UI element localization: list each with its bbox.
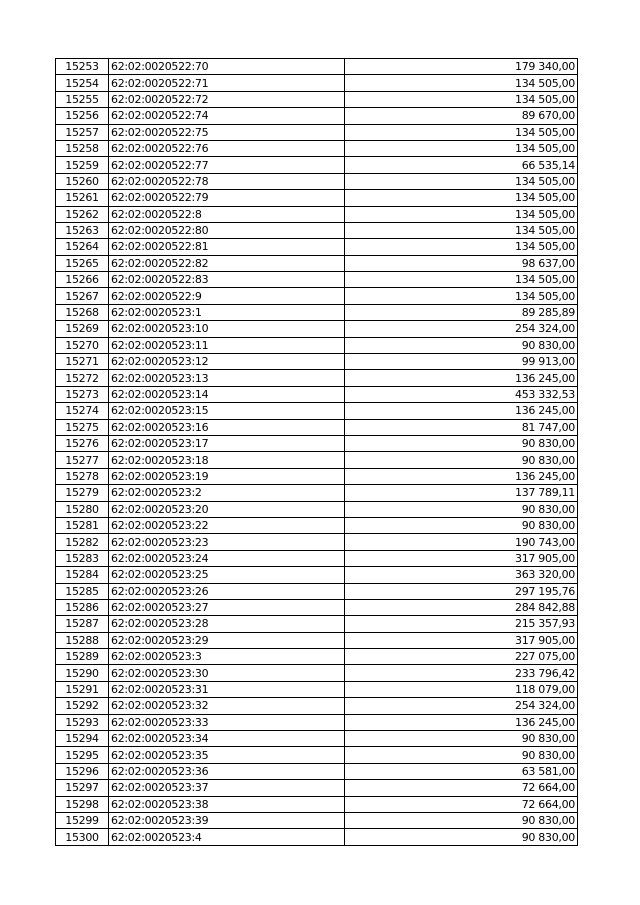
value-cell: 137 789,11 [345, 485, 578, 501]
table-row [56, 812, 578, 828]
table-row [56, 272, 578, 288]
row-number-cell: 15265 [56, 255, 109, 271]
row-number-cell: 15254 [56, 75, 109, 91]
cadastral-number-cell: 62:02:0020523:1 [109, 304, 345, 320]
table-row [56, 763, 578, 779]
cadastral-number-cell: 62:02:0020523:14 [109, 386, 345, 402]
cadastral-number-cell: 62:02:0020523:37 [109, 780, 345, 796]
table-row [56, 288, 578, 304]
table-row [56, 501, 578, 517]
row-number-cell: 15296 [56, 763, 109, 779]
row-number-cell: 15267 [56, 288, 109, 304]
value-cell: 134 505,00 [345, 75, 578, 91]
value-cell: 72 664,00 [345, 780, 578, 796]
row-number-cell: 15295 [56, 747, 109, 763]
row-number-cell: 15297 [56, 780, 109, 796]
table-row [56, 796, 578, 812]
value-cell: 90 830,00 [345, 747, 578, 763]
value-cell: 89 670,00 [345, 108, 578, 124]
cadastral-number-cell: 62:02:0020523:17 [109, 435, 345, 451]
cadastral-number-cell: 62:02:0020522:9 [109, 288, 345, 304]
row-number-cell: 15275 [56, 419, 109, 435]
value-cell: 179 340,00 [345, 59, 578, 75]
value-cell: 98 637,00 [345, 255, 578, 271]
cadastral-number-cell: 62:02:0020523:35 [109, 747, 345, 763]
value-cell: 118 079,00 [345, 681, 578, 697]
table-row [56, 255, 578, 271]
cadastral-number-cell: 62:02:0020523:12 [109, 354, 345, 370]
cadastral-number-cell: 62:02:0020523:16 [109, 419, 345, 435]
cadastral-number-cell: 62:02:0020522:78 [109, 173, 345, 189]
cadastral-number-cell: 62:02:0020523:18 [109, 452, 345, 468]
cadastral-number-cell: 62:02:0020523:29 [109, 632, 345, 648]
value-cell: 363 320,00 [345, 567, 578, 583]
cadastral-number-cell: 62:02:0020523:24 [109, 550, 345, 566]
cadastral-number-cell: 62:02:0020523:31 [109, 681, 345, 697]
row-number-cell: 15253 [56, 59, 109, 75]
value-cell: 90 830,00 [345, 337, 578, 353]
value-cell: 317 905,00 [345, 632, 578, 648]
table-body [56, 59, 578, 846]
table-row [56, 649, 578, 665]
row-number-cell: 15260 [56, 173, 109, 189]
cadastral-number-cell: 62:02:0020523:22 [109, 517, 345, 533]
table-row [56, 354, 578, 370]
row-number-cell: 15294 [56, 731, 109, 747]
table-row [56, 616, 578, 632]
value-cell: 134 505,00 [345, 272, 578, 288]
value-cell: 453 332,53 [345, 386, 578, 402]
table-row [56, 632, 578, 648]
value-cell: 90 830,00 [345, 829, 578, 845]
value-cell: 136 245,00 [345, 468, 578, 484]
cadastral-number-cell: 62:02:0020523:20 [109, 501, 345, 517]
cadastral-number-cell: 62:02:0020522:70 [109, 59, 345, 75]
cadastral-number-cell: 62:02:0020523:2 [109, 485, 345, 501]
cadastral-number-cell: 62:02:0020522:71 [109, 75, 345, 91]
value-cell: 90 830,00 [345, 731, 578, 747]
table-row [56, 452, 578, 468]
cadastral-number-cell: 62:02:0020523:3 [109, 649, 345, 665]
value-cell: 297 195,76 [345, 583, 578, 599]
cadastral-number-cell: 62:02:0020523:19 [109, 468, 345, 484]
table-row [56, 665, 578, 681]
table-row [56, 124, 578, 140]
value-cell: 233 796,42 [345, 665, 578, 681]
value-cell: 254 324,00 [345, 698, 578, 714]
value-cell: 284 842,88 [345, 599, 578, 615]
table-row [56, 386, 578, 402]
row-number-cell: 15262 [56, 206, 109, 222]
row-number-cell: 15273 [56, 386, 109, 402]
row-number-cell: 15291 [56, 681, 109, 697]
table-row [56, 550, 578, 566]
value-cell: 254 324,00 [345, 321, 578, 337]
row-number-cell: 15264 [56, 239, 109, 255]
table-row [56, 599, 578, 615]
value-cell: 134 505,00 [345, 140, 578, 156]
row-number-cell: 15283 [56, 550, 109, 566]
value-cell: 90 830,00 [345, 812, 578, 828]
table-row [56, 403, 578, 419]
cadastral-number-cell: 62:02:0020523:15 [109, 403, 345, 419]
table-row [56, 59, 578, 75]
row-number-cell: 15266 [56, 272, 109, 288]
table-row [56, 714, 578, 730]
cadastral-number-cell: 62:02:0020523:32 [109, 698, 345, 714]
value-cell: 215 357,93 [345, 616, 578, 632]
cadastral-number-cell: 62:02:0020523:38 [109, 796, 345, 812]
table-row [56, 140, 578, 156]
value-cell: 136 245,00 [345, 714, 578, 730]
table-row [56, 206, 578, 222]
table-row [56, 435, 578, 451]
cadastral-number-cell: 62:02:0020523:28 [109, 616, 345, 632]
row-number-cell: 15289 [56, 649, 109, 665]
row-number-cell: 15287 [56, 616, 109, 632]
table-row [56, 173, 578, 189]
row-number-cell: 15292 [56, 698, 109, 714]
row-number-cell: 15259 [56, 157, 109, 173]
row-number-cell: 15263 [56, 222, 109, 238]
row-number-cell: 15274 [56, 403, 109, 419]
table-row [56, 468, 578, 484]
cadastral-number-cell: 62:02:0020523:4 [109, 829, 345, 845]
value-cell: 317 905,00 [345, 550, 578, 566]
cadastral-number-cell: 62:02:0020522:8 [109, 206, 345, 222]
table-row [56, 337, 578, 353]
table-row [56, 829, 578, 845]
cadastral-number-cell: 62:02:0020523:13 [109, 370, 345, 386]
cadastral-number-cell: 62:02:0020523:36 [109, 763, 345, 779]
cadastral-number-cell: 62:02:0020522:76 [109, 140, 345, 156]
table-row [56, 517, 578, 533]
table-row [56, 321, 578, 337]
table-row [56, 747, 578, 763]
row-number-cell: 15272 [56, 370, 109, 386]
table-row [56, 222, 578, 238]
row-number-cell: 15300 [56, 829, 109, 845]
row-number-cell: 15255 [56, 91, 109, 107]
row-number-cell: 15298 [56, 796, 109, 812]
value-cell: 134 505,00 [345, 91, 578, 107]
value-cell: 90 830,00 [345, 501, 578, 517]
value-cell: 90 830,00 [345, 435, 578, 451]
cadastral-number-cell: 62:02:0020523:25 [109, 567, 345, 583]
table-row [56, 419, 578, 435]
row-number-cell: 15288 [56, 632, 109, 648]
cadastral-number-cell: 62:02:0020523:11 [109, 337, 345, 353]
row-number-cell: 15279 [56, 485, 109, 501]
table-row [56, 698, 578, 714]
cadastral-number-cell: 62:02:0020523:30 [109, 665, 345, 681]
table-row [56, 370, 578, 386]
value-cell: 99 913,00 [345, 354, 578, 370]
value-cell: 136 245,00 [345, 370, 578, 386]
cadastral-number-cell: 62:02:0020522:75 [109, 124, 345, 140]
row-number-cell: 15276 [56, 435, 109, 451]
table-row [56, 190, 578, 206]
row-number-cell: 15278 [56, 468, 109, 484]
cadastral-number-cell: 62:02:0020523:34 [109, 731, 345, 747]
cadastral-number-cell: 62:02:0020522:83 [109, 272, 345, 288]
cadastral-number-cell: 62:02:0020523:33 [109, 714, 345, 730]
cadastral-number-cell: 62:02:0020522:77 [109, 157, 345, 173]
row-number-cell: 15286 [56, 599, 109, 615]
table-row [56, 239, 578, 255]
value-cell: 227 075,00 [345, 649, 578, 665]
row-number-cell: 15282 [56, 534, 109, 550]
row-number-cell: 15256 [56, 108, 109, 124]
row-number-cell: 15268 [56, 304, 109, 320]
cadastral-number-cell: 62:02:0020522:81 [109, 239, 345, 255]
table-row [56, 731, 578, 747]
row-number-cell: 15277 [56, 452, 109, 468]
cadastral-number-cell: 62:02:0020522:79 [109, 190, 345, 206]
cadastral-number-cell: 62:02:0020523:26 [109, 583, 345, 599]
table-row [56, 583, 578, 599]
table-row [56, 108, 578, 124]
value-cell: 190 743,00 [345, 534, 578, 550]
cadastral-number-cell: 62:02:0020522:80 [109, 222, 345, 238]
value-cell: 66 535,14 [345, 157, 578, 173]
value-cell: 136 245,00 [345, 403, 578, 419]
value-cell: 81 747,00 [345, 419, 578, 435]
cadastral-number-cell: 62:02:0020523:27 [109, 599, 345, 615]
value-cell: 90 830,00 [345, 452, 578, 468]
value-cell: 90 830,00 [345, 517, 578, 533]
row-number-cell: 15299 [56, 812, 109, 828]
table-row [56, 567, 578, 583]
cadastral-number-cell: 62:02:0020523:23 [109, 534, 345, 550]
row-number-cell: 15290 [56, 665, 109, 681]
table-row [56, 157, 578, 173]
row-number-cell: 15261 [56, 190, 109, 206]
row-number-cell: 15281 [56, 517, 109, 533]
value-cell: 134 505,00 [345, 190, 578, 206]
row-number-cell: 15271 [56, 354, 109, 370]
table-row [56, 534, 578, 550]
table-row [56, 304, 578, 320]
cadastral-number-cell: 62:02:0020522:82 [109, 255, 345, 271]
row-number-cell: 15280 [56, 501, 109, 517]
row-number-cell: 15269 [56, 321, 109, 337]
cadastral-number-cell: 62:02:0020522:74 [109, 108, 345, 124]
row-number-cell: 15257 [56, 124, 109, 140]
table-row [56, 485, 578, 501]
value-cell: 63 581,00 [345, 763, 578, 779]
table-row [56, 681, 578, 697]
table-row [56, 780, 578, 796]
table-row [56, 91, 578, 107]
value-cell: 134 505,00 [345, 288, 578, 304]
value-cell: 134 505,00 [345, 173, 578, 189]
value-cell: 72 664,00 [345, 796, 578, 812]
value-cell: 134 505,00 [345, 239, 578, 255]
row-number-cell: 15270 [56, 337, 109, 353]
cadastral-number-cell: 62:02:0020523:10 [109, 321, 345, 337]
row-number-cell: 15293 [56, 714, 109, 730]
cadastral-value-table [55, 58, 578, 846]
row-number-cell: 15258 [56, 140, 109, 156]
table-row [56, 75, 578, 91]
value-cell: 134 505,00 [345, 206, 578, 222]
value-cell: 134 505,00 [345, 124, 578, 140]
cadastral-number-cell: 62:02:0020522:72 [109, 91, 345, 107]
cadastral-number-cell: 62:02:0020523:39 [109, 812, 345, 828]
value-cell: 89 285,89 [345, 304, 578, 320]
row-number-cell: 15285 [56, 583, 109, 599]
row-number-cell: 15284 [56, 567, 109, 583]
value-cell: 134 505,00 [345, 222, 578, 238]
